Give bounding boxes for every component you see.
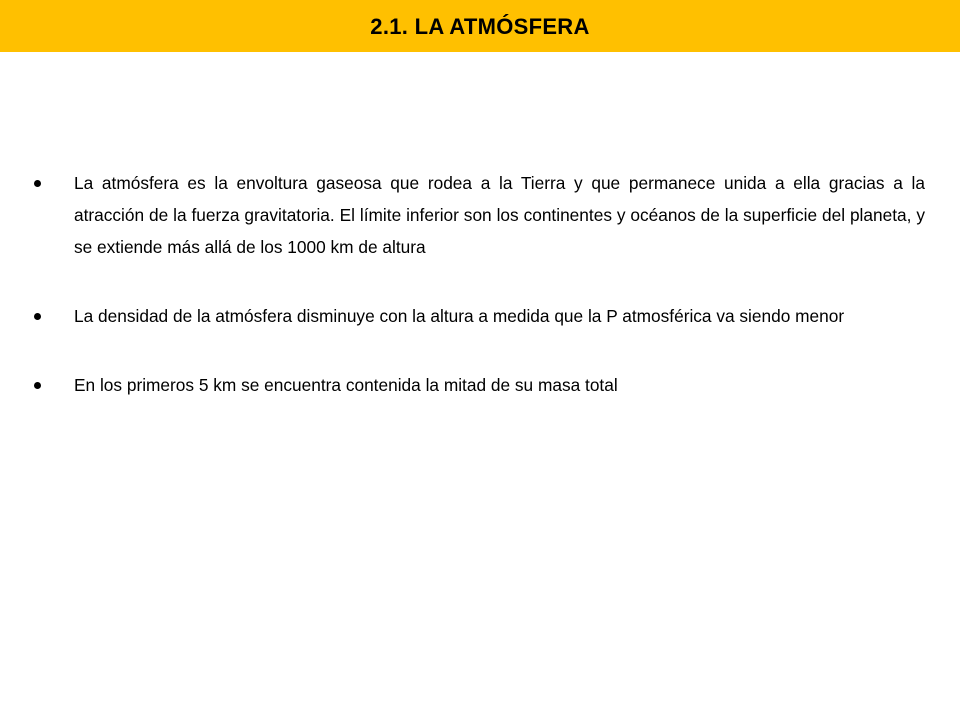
list-item: [33, 167, 925, 263]
bullet-text: La densidad de la atmósfera disminuye con la altura a medida que la P atmosférica va siendo menor: [74, 306, 845, 326]
slide-title: 2.1. LA ATMÓSFERA: [370, 14, 590, 39]
title-bar: [0, 0, 960, 52]
bullet-text: En los primeros 5 km se encuentra contenida la mitad de su masa total: [74, 375, 618, 395]
list-item: [33, 369, 925, 401]
list-item: [33, 300, 925, 332]
bullet-list: [33, 167, 925, 401]
bullet-icon: [34, 180, 41, 187]
bullet-icon: [34, 313, 41, 320]
bullet-text: La atmósfera es la envoltura gaseosa que rodea a la Tierra y que permanece unida a ella gracias a la atracción de la fuerza gravitatoria. El límite inferior son los continentes y océanos de la superficie del planeta, y se extiende más allá de los 1000 km de altura: [74, 173, 925, 257]
bullet-icon: [34, 382, 41, 389]
